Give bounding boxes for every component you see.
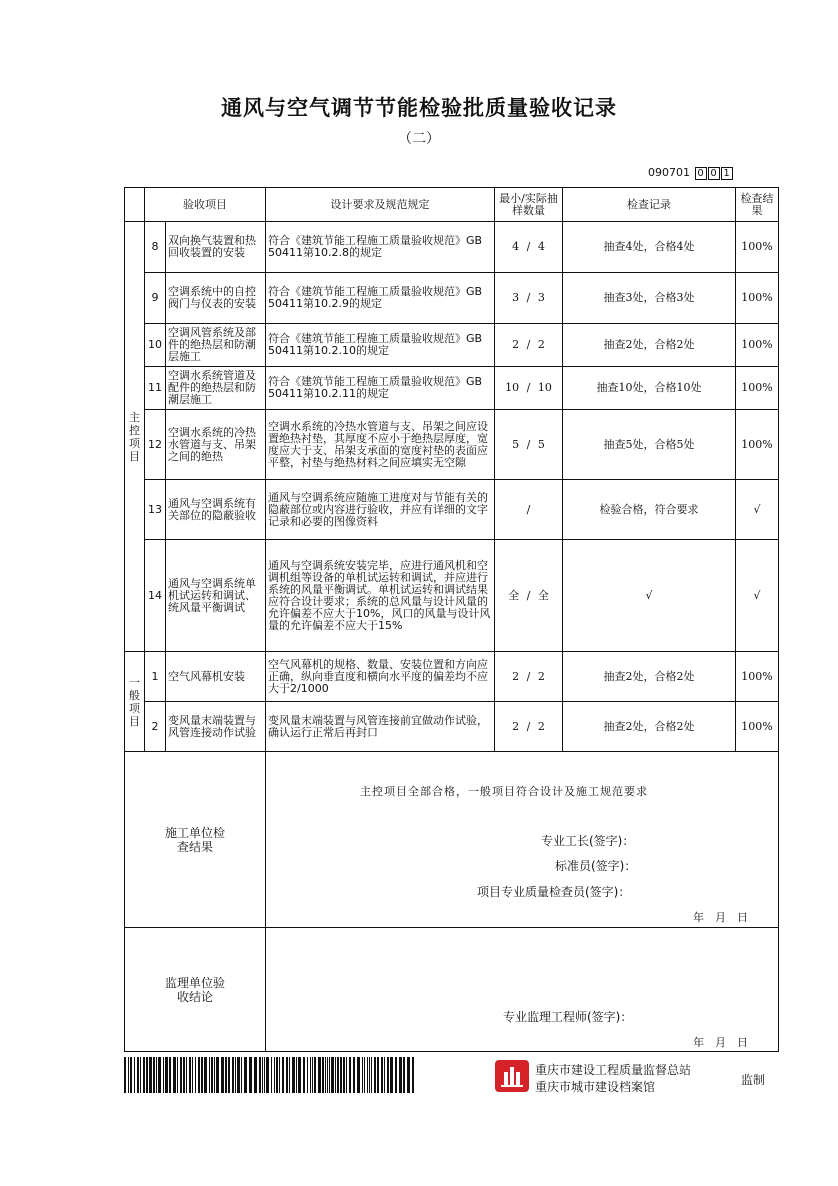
item-name: 空调系统中的自控阀门与仪表的安装 <box>166 273 266 324</box>
construction-result-cell <box>266 752 779 928</box>
supervision-label: 监理单位验收结论 <box>125 928 266 1052</box>
main-category-cell <box>125 222 145 652</box>
document-title: 通风与空气调节节能检验批质量验收记录 <box>221 95 617 120</box>
supervision-result-cell <box>266 928 779 1052</box>
table-row <box>125 367 779 410</box>
item-record: 抽查5处，合格5处 <box>563 410 736 480</box>
col-item-header: 验收项目 <box>145 188 266 222</box>
item-quantity: 2 / 2 <box>495 652 563 702</box>
col-requirement-header: 设计要求及规范规定 <box>266 188 495 222</box>
item-name: 空调水系统管道及配件的绝热层和防潮层施工 <box>166 367 266 410</box>
table-row <box>125 324 779 367</box>
construction-result-row <box>125 752 779 928</box>
item-record: 抽查2处，合格2处 <box>563 324 736 367</box>
form-code-prefix: 090701 <box>648 166 690 179</box>
item-record: 抽查2处，合格2处 <box>563 702 736 752</box>
col-result-header: 检查结果 <box>736 188 779 222</box>
item-name: 空调水系统的冷热水管道与支、吊架之间的绝热 <box>166 410 266 480</box>
organization-name-2: 重庆市城市建设档案馆 <box>535 1080 656 1094</box>
item-number: 9 <box>145 273 166 324</box>
foreman-signature-label: 专业工长(签字)： <box>541 834 635 848</box>
item-number: 2 <box>145 702 166 752</box>
general-category-label: 一般项目 <box>129 675 140 728</box>
barcode <box>124 1057 422 1093</box>
construction-label: 施工单位检查结果 <box>125 752 266 928</box>
construction-conclusion: 主控项目全部合格，一般项目符合设计及施工规范要求 <box>360 785 648 798</box>
item-name: 空气风幕机安装 <box>166 652 266 702</box>
col-record-header: 检查记录 <box>563 188 736 222</box>
item-record: 抽查4处，合格4处 <box>563 222 736 273</box>
form-code-box-2: 0 <box>708 167 720 180</box>
item-result: 100% <box>736 273 779 324</box>
table-row <box>125 702 779 752</box>
table-row <box>125 540 779 652</box>
organization-name-1: 重庆市建设工程质量监督总站 <box>535 1063 692 1077</box>
inspection-table <box>124 187 779 1052</box>
item-result: 100% <box>736 367 779 410</box>
item-record: √ <box>563 540 736 652</box>
item-record: 抽查10处，合格10处 <box>563 367 736 410</box>
item-requirement: 符合《建筑节能工程施工质量验收规范》GB 50411第10.2.9的规定 <box>266 273 495 324</box>
col-quantity-header: 最小/实际抽样数量 <box>495 188 563 222</box>
item-result: 100% <box>736 652 779 702</box>
supervision-date: 年 月 日 <box>693 1036 748 1049</box>
supervision-result-row <box>125 928 779 1052</box>
item-requirement: 空调水系统的冷热水管道与支、吊架之间应设置绝热衬垫，其厚度不应小于绝热层厚度，宽度应大于支、吊架支承面的宽度衬垫的表面应平整，衬垫与绝热材料之间应填实无空隙 <box>266 410 495 480</box>
document-subtitle: （二） <box>398 131 440 147</box>
table-header-row <box>125 188 779 222</box>
table-row <box>125 410 779 480</box>
form-code <box>648 166 733 180</box>
item-quantity: 10 / 10 <box>495 367 563 410</box>
item-result: 100% <box>736 222 779 273</box>
general-category-cell <box>125 652 145 752</box>
organization-logo-icon <box>495 1060 529 1092</box>
item-result: 100% <box>736 324 779 367</box>
item-result: √ <box>736 540 779 652</box>
item-name: 双向换气装置和热回收装置的安装 <box>166 222 266 273</box>
item-quantity: 2 / 2 <box>495 324 563 367</box>
supervised-by-label: 监制 <box>741 1073 766 1087</box>
item-quantity: / <box>495 480 563 540</box>
item-name: 空调风管系统及部件的绝热层和防潮层施工 <box>166 324 266 367</box>
supervisor-signature-label: 专业监理工程师(签字)： <box>503 1010 633 1024</box>
form-code-box-3: 1 <box>721 167 733 180</box>
item-quantity: 4 / 4 <box>495 222 563 273</box>
item-number: 10 <box>145 324 166 367</box>
table-row <box>125 480 779 540</box>
main-category-label: 主控项目 <box>129 410 140 463</box>
item-requirement: 符合《建筑节能工程施工质量验收规范》GB 50411第10.2.8的规定 <box>266 222 495 273</box>
item-quantity: 3 / 3 <box>495 273 563 324</box>
item-number: 13 <box>145 480 166 540</box>
item-quantity: 全 / 全 <box>495 540 563 652</box>
item-name: 通风与空调系统有关部位的隐蔽验收 <box>166 480 266 540</box>
item-record: 抽查2处，合格2处 <box>563 652 736 702</box>
standard-officer-signature-label: 标准员(签字)： <box>555 859 637 873</box>
item-requirement: 通风与空调系统应随施工进度对与节能有关的隐蔽部位或内容进行验收，并应有详细的文字记录和必要的图像资料 <box>266 480 495 540</box>
item-requirement: 符合《建筑节能工程施工质量验收规范》GB 50411第10.2.11的规定 <box>266 367 495 410</box>
item-result: 100% <box>736 702 779 752</box>
item-name: 通风与空调系统单机试运转和调试、统风量平衡调试 <box>166 540 266 652</box>
table-row <box>125 222 779 273</box>
form-code-box-1: 0 <box>695 167 707 180</box>
item-quantity: 2 / 2 <box>495 702 563 752</box>
item-result: 100% <box>736 410 779 480</box>
item-requirement: 空气风幕机的规格、数量、安装位置和方向应正确，纵向垂直度和横向水平度的偏差均不应大于2/1000 <box>266 652 495 702</box>
quality-inspector-signature-label: 项目专业质量检查员(签字)： <box>477 885 631 899</box>
item-result: √ <box>736 480 779 540</box>
item-quantity: 5 / 5 <box>495 410 563 480</box>
item-requirement: 变风量末端装置与风管连接前宜做动作试验，确认运行正常后再封口 <box>266 702 495 752</box>
construction-date: 年 月 日 <box>693 911 748 924</box>
item-requirement: 符合《建筑节能工程施工质量验收规范》GB 50411第10.2.10的规定 <box>266 324 495 367</box>
item-number: 11 <box>145 367 166 410</box>
table-row <box>125 652 779 702</box>
item-number: 1 <box>145 652 166 702</box>
item-number: 14 <box>145 540 166 652</box>
item-record: 抽查3处，合格3处 <box>563 273 736 324</box>
item-record: 检验合格，符合要求 <box>563 480 736 540</box>
item-number: 8 <box>145 222 166 273</box>
table-row <box>125 273 779 324</box>
item-name: 变风量末端装置与风管连接动作试验 <box>166 702 266 752</box>
item-requirement: 通风与空调系统安装完毕，应进行通风机和空调机组等设备的单机试运转和调试，并应进行系统的风量平衡调试。单机试运转和调试结果应符合设计要求；系统的总风量与设计风量的允许偏差不应大于10%，风口的风量与设计风量的允许偏差不应大于15% <box>266 540 495 652</box>
item-number: 12 <box>145 410 166 480</box>
